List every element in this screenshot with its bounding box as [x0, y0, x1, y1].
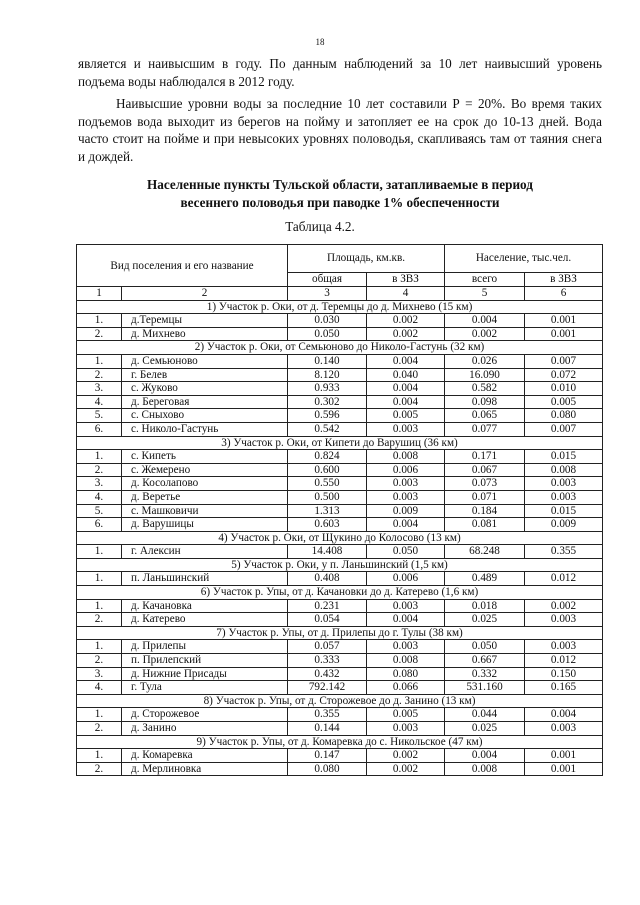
area-zvz: 0.003: [367, 477, 445, 491]
table-row: [77, 640, 603, 654]
column-number: 4: [367, 287, 445, 301]
area-total: 0.054: [288, 613, 367, 627]
population-total: 0.667: [445, 654, 525, 668]
row-number: 2.: [77, 722, 122, 736]
population-total: 0.065: [445, 409, 525, 423]
area-total: 0.542: [288, 422, 367, 436]
population-total: 0.071: [445, 490, 525, 504]
settlement-name: д. Качановка: [122, 599, 288, 613]
section-title: 4) Участок р. Оки, от Щукино до Колосово (13 км): [77, 531, 603, 545]
population-zvz: 0.355: [525, 545, 603, 559]
section-row: [77, 300, 603, 314]
population-zvz: 0.072: [525, 368, 603, 382]
section-title: 1) Участок р. Оки, от д. Теремцы до д. Михнево (15 км): [77, 300, 603, 314]
table-row: [77, 327, 603, 341]
population-total: 0.018: [445, 599, 525, 613]
population-total: 16.090: [445, 368, 525, 382]
row-number: 1.: [77, 545, 122, 559]
table-row: [77, 314, 603, 328]
population-total: 0.002: [445, 327, 525, 341]
area-zvz: 0.002: [367, 762, 445, 776]
table-row: [77, 450, 603, 464]
settlement-name: д.Теремцы: [122, 314, 288, 328]
settlement-name: д. Веретье: [122, 490, 288, 504]
row-number: 2.: [77, 463, 122, 477]
table-body: [77, 300, 603, 776]
area-zvz: 0.003: [367, 640, 445, 654]
table-row: [77, 667, 603, 681]
table-row: [77, 749, 603, 763]
population-zvz: 0.165: [525, 681, 603, 695]
area-zvz: 0.009: [367, 504, 445, 518]
section-row: [77, 341, 603, 355]
population-zvz: 0.150: [525, 667, 603, 681]
table-row: [77, 395, 603, 409]
population-total: 68.248: [445, 545, 525, 559]
population-zvz: 0.001: [525, 749, 603, 763]
area-total: 792.142: [288, 681, 367, 695]
table-row: [77, 409, 603, 423]
area-total: 14.408: [288, 545, 367, 559]
area-zvz: 0.004: [367, 382, 445, 396]
table-heading: [78, 176, 602, 212]
settlement-name: д. Прилепы: [122, 640, 288, 654]
population-total: 0.332: [445, 667, 525, 681]
area-zvz: 0.004: [367, 395, 445, 409]
table-row: [77, 463, 603, 477]
table-row: [77, 708, 603, 722]
table-row: [77, 599, 603, 613]
settlement-name: г. Тула: [122, 681, 288, 695]
population-zvz: 0.007: [525, 354, 603, 368]
population-zvz: 0.003: [525, 640, 603, 654]
settlement-name: д. Береговая: [122, 395, 288, 409]
area-total: 0.432: [288, 667, 367, 681]
population-zvz: 0.010: [525, 382, 603, 396]
settlement-name: с. Сныхово: [122, 409, 288, 423]
area-total: 0.603: [288, 518, 367, 532]
area-zvz: 0.003: [367, 490, 445, 504]
area-zvz: 0.005: [367, 708, 445, 722]
population-total: 0.050: [445, 640, 525, 654]
population-total: 0.004: [445, 749, 525, 763]
area-zvz: 0.066: [367, 681, 445, 695]
column-number: 5: [445, 287, 525, 301]
section-row: [77, 694, 603, 708]
page-number: 18: [315, 37, 325, 47]
area-total: 0.408: [288, 572, 367, 586]
row-number: 4.: [77, 490, 122, 504]
header-area: Площадь, км.кв.: [288, 245, 445, 273]
area-zvz: 0.050: [367, 545, 445, 559]
column-number-row: [77, 287, 603, 301]
row-number: 6.: [77, 422, 122, 436]
section-row: [77, 558, 603, 572]
area-total: 0.147: [288, 749, 367, 763]
settlement-name: с. Кипеть: [122, 450, 288, 464]
population-total: 0.008: [445, 762, 525, 776]
area-total: 0.933: [288, 382, 367, 396]
table-row: [77, 545, 603, 559]
table-row: [77, 477, 603, 491]
area-zvz: 0.004: [367, 354, 445, 368]
population-zvz: 0.012: [525, 572, 603, 586]
section-title: 7) Участок р. Упы, от д. Прилепы до г. Тулы (38 км): [77, 626, 603, 640]
column-number: 6: [525, 287, 603, 301]
row-number: 2.: [77, 327, 122, 341]
row-number: 1.: [77, 708, 122, 722]
area-zvz: 0.080: [367, 667, 445, 681]
section-title: 9) Участок р. Упы, от д. Комаревка до с. Никольское (47 км): [77, 735, 603, 749]
table-row: [77, 722, 603, 736]
settlement-name: с. Машковичи: [122, 504, 288, 518]
area-total: 0.500: [288, 490, 367, 504]
population-zvz: 0.001: [525, 327, 603, 341]
table-row: [77, 572, 603, 586]
area-total: 0.333: [288, 654, 367, 668]
section-row: [77, 586, 603, 600]
area-total: 0.140: [288, 354, 367, 368]
population-zvz: 0.009: [525, 518, 603, 532]
area-total: 0.030: [288, 314, 367, 328]
settlement-name: г. Белев: [122, 368, 288, 382]
population-zvz: 0.015: [525, 450, 603, 464]
header-population: Население, тыс.чел.: [445, 245, 603, 273]
area-total: 0.596: [288, 409, 367, 423]
area-total: 0.057: [288, 640, 367, 654]
area-total: 0.231: [288, 599, 367, 613]
area-zvz: 0.003: [367, 722, 445, 736]
population-zvz: 0.001: [525, 762, 603, 776]
section-title: 8) Участок р. Упы, от д. Сторожевое до д. Занино (13 км): [77, 694, 603, 708]
row-number: 1.: [77, 450, 122, 464]
column-number: 1: [77, 287, 122, 301]
row-number: 6.: [77, 518, 122, 532]
row-number: 3.: [77, 667, 122, 681]
area-total: 0.080: [288, 762, 367, 776]
paragraph-2: Наивысшие уровни воды за последние 10 лет составили Р = 20%. Во время таких подъемов вода выходит из берегов на пойму и затопляет ее на срок до 10-13 дней. Вода часто стоит на пойме и при невысоких уровнях половодья, скапливаясь там от таяния снега и дождей.: [78, 96, 602, 164]
area-zvz: 0.005: [367, 409, 445, 423]
area-zvz: 0.008: [367, 654, 445, 668]
table-row: [77, 490, 603, 504]
settlements-table: [76, 244, 603, 776]
section-title: 3) Участок р. Оки, от Кипети до Варушиц (36 км): [77, 436, 603, 450]
population-zvz: 0.001: [525, 314, 603, 328]
settlement-name: п. Прилепский: [122, 654, 288, 668]
population-zvz: 0.003: [525, 613, 603, 627]
settlement-name: д. Мерлиновка: [122, 762, 288, 776]
row-number: 1.: [77, 640, 122, 654]
table-heading-line1: Населенные пункты Тульской области, затапливаемые в период: [147, 177, 533, 192]
row-number: 1.: [77, 599, 122, 613]
settlement-name: д. Катерево: [122, 613, 288, 627]
row-number: 1.: [77, 354, 122, 368]
area-total: 0.600: [288, 463, 367, 477]
population-zvz: 0.080: [525, 409, 603, 423]
area-total: 0.550: [288, 477, 367, 491]
area-total: 0.355: [288, 708, 367, 722]
population-zvz: 0.003: [525, 722, 603, 736]
settlement-name: п. Ланьшинский: [122, 572, 288, 586]
settlement-name: д. Комаревка: [122, 749, 288, 763]
area-total: 0.824: [288, 450, 367, 464]
population-total: 0.081: [445, 518, 525, 532]
population-zvz: 0.005: [525, 395, 603, 409]
population-total: 0.025: [445, 722, 525, 736]
table-row: [77, 762, 603, 776]
population-total: 0.044: [445, 708, 525, 722]
population-total: 531.160: [445, 681, 525, 695]
row-number: 2.: [77, 654, 122, 668]
settlement-name: д. Михнево: [122, 327, 288, 341]
row-number: 2.: [77, 762, 122, 776]
row-number: 3.: [77, 477, 122, 491]
population-total: 0.171: [445, 450, 525, 464]
table-caption: Таблица 4.2.: [285, 219, 355, 234]
area-total: 0.050: [288, 327, 367, 341]
area-zvz: 0.003: [367, 422, 445, 436]
area-zvz: 0.006: [367, 463, 445, 477]
settlement-name: д. Нижние Присады: [122, 667, 288, 681]
area-zvz: 0.008: [367, 450, 445, 464]
population-total: 0.098: [445, 395, 525, 409]
population-total: 0.004: [445, 314, 525, 328]
settlement-name: с. Жемерено: [122, 463, 288, 477]
area-zvz: 0.002: [367, 749, 445, 763]
header-area-total: общая: [288, 272, 367, 286]
row-number: 4.: [77, 681, 122, 695]
header-pop-zvz: в ЗВЗ: [525, 272, 603, 286]
population-zvz: 0.002: [525, 599, 603, 613]
population-zvz: 0.003: [525, 490, 603, 504]
section-title: 6) Участок р. Упы, от д. Качановки до д. Катерево (1,6 км): [77, 586, 603, 600]
table-row: [77, 654, 603, 668]
population-zvz: 0.007: [525, 422, 603, 436]
table-row: [77, 422, 603, 436]
header-pop-total: всего: [445, 272, 525, 286]
row-number: 3.: [77, 382, 122, 396]
area-zvz: 0.003: [367, 599, 445, 613]
row-number: 4.: [77, 395, 122, 409]
row-number: 1.: [77, 749, 122, 763]
settlement-name: д. Варушицы: [122, 518, 288, 532]
settlement-name: с. Николо-Гастунь: [122, 422, 288, 436]
section-title: 5) Участок р. Оки, у п. Ланьшинский (1,5 км): [77, 558, 603, 572]
population-total: 0.026: [445, 354, 525, 368]
population-zvz: 0.012: [525, 654, 603, 668]
population-zvz: 0.003: [525, 477, 603, 491]
settlement-name: с. Жуково: [122, 382, 288, 396]
area-zvz: 0.040: [367, 368, 445, 382]
column-number: 3: [288, 287, 367, 301]
population-total: 0.077: [445, 422, 525, 436]
settlement-name: г. Алексин: [122, 545, 288, 559]
population-total: 0.025: [445, 613, 525, 627]
area-zvz: 0.006: [367, 572, 445, 586]
settlement-name: д. Семьюново: [122, 354, 288, 368]
row-number: 2.: [77, 368, 122, 382]
table-row: [77, 504, 603, 518]
section-row: [77, 735, 603, 749]
population-zvz: 0.004: [525, 708, 603, 722]
row-number: 1.: [77, 572, 122, 586]
table-row: [77, 518, 603, 532]
population-total: 0.582: [445, 382, 525, 396]
table-row: [77, 368, 603, 382]
settlement-name: д. Косолапово: [122, 477, 288, 491]
header-settlement: Вид поселения и его название: [77, 245, 288, 287]
area-zvz: 0.004: [367, 518, 445, 532]
area-total: 1.313: [288, 504, 367, 518]
section-row: [77, 626, 603, 640]
section-row: [77, 531, 603, 545]
area-zvz: 0.002: [367, 327, 445, 341]
area-zvz: 0.002: [367, 314, 445, 328]
header-area-zvz: в ЗВЗ: [367, 272, 445, 286]
row-number: 2.: [77, 613, 122, 627]
column-number: 2: [122, 287, 288, 301]
area-total: 0.144: [288, 722, 367, 736]
table-row: [77, 354, 603, 368]
table-row: [77, 613, 603, 627]
area-zvz: 0.004: [367, 613, 445, 627]
table-heading-line2: весеннего половодья при паводке 1% обеспеченности: [180, 195, 500, 210]
row-number: 5.: [77, 504, 122, 518]
area-total: 0.302: [288, 395, 367, 409]
section-row: [77, 436, 603, 450]
population-total: 0.489: [445, 572, 525, 586]
settlement-name: д. Сторожевое: [122, 708, 288, 722]
table-row: [77, 681, 603, 695]
population-total: 0.184: [445, 504, 525, 518]
row-number: 1.: [77, 314, 122, 328]
population-zvz: 0.008: [525, 463, 603, 477]
row-number: 5.: [77, 409, 122, 423]
area-total: 8.120: [288, 368, 367, 382]
section-title: 2) Участок р. Оки, от Семьюново до Николо-Гастунь (32 км): [77, 341, 603, 355]
settlement-name: д. Занино: [122, 722, 288, 736]
population-zvz: 0.015: [525, 504, 603, 518]
table-row: [77, 382, 603, 396]
population-total: 0.073: [445, 477, 525, 491]
paragraph-1: является и наивысшим в году. По данным наблюдений за 10 лет наивысший уровень подъема воды наблюдался в 2012 году.: [78, 56, 602, 89]
population-total: 0.067: [445, 463, 525, 477]
